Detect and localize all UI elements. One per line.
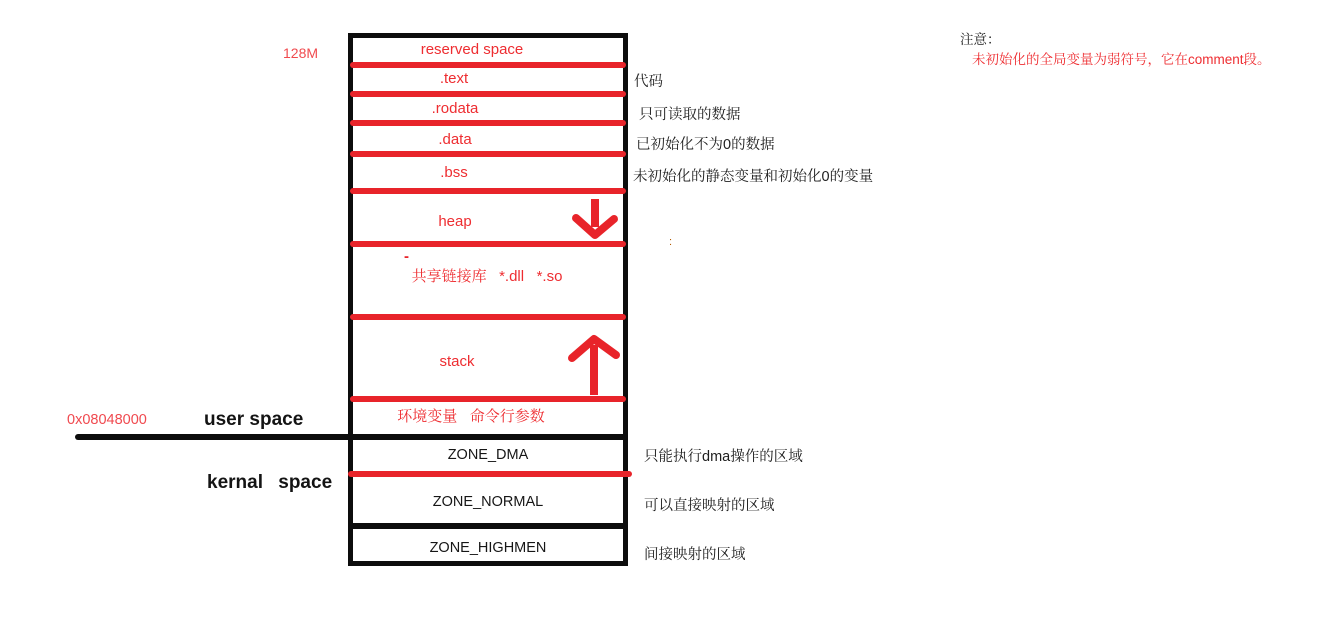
label-kernal-space: kernal space [207, 472, 333, 493]
segment-divider [350, 120, 626, 126]
segment-heap: heap [438, 213, 472, 230]
stray-dash-mark: - [404, 248, 409, 265]
segment-divider [350, 151, 626, 157]
segment-zone-normal: ZONE_NORMAL [432, 494, 544, 510]
annotation-zone-normal: 可以直接映射的区域 [644, 498, 775, 514]
annotation-zone-dma: 只能执行dma操作的区域 [644, 449, 803, 465]
annotation-text-segment: 代码 [634, 74, 663, 90]
segment-env-args: 环境变量 命令行参数 [397, 408, 545, 425]
segment-divider [350, 62, 626, 68]
segment-zone-highmen: ZONE_HIGHMEN [429, 540, 547, 556]
segment-stack: stack [439, 353, 475, 370]
segment-divider [350, 188, 626, 194]
stray-colon-mark: : [669, 236, 673, 248]
segment-rodata: .rodata [431, 100, 479, 117]
segment-text: .text [439, 70, 469, 87]
user-kernel-boundary-line [75, 434, 628, 440]
segment-divider [348, 471, 632, 477]
label-128m: 128M [283, 45, 319, 61]
label-start-address: 0x08048000 [67, 412, 147, 428]
annotation-data-segment: 已初始化不为0的数据 [636, 137, 775, 153]
annotation-rodata-segment: 只可读取的数据 [639, 107, 741, 123]
annotation-bss-segment: 未初始化的静态变量和初始化0的变量 [633, 169, 874, 185]
segment-shared-libraries: 共享链接库 *.dll *.so [411, 268, 563, 285]
label-user-space: user space [204, 409, 304, 430]
heap-grow-down-arrow [570, 196, 620, 242]
segment-divider [350, 91, 626, 97]
segment-data: .data [438, 131, 472, 148]
segment-bss: .bss [440, 164, 468, 181]
stack-grow-up-arrow [565, 333, 623, 399]
note [945, 13, 1271, 83]
annotation-zone-highmen: 间接映射的区域 [644, 547, 746, 563]
segment-divider [350, 314, 626, 320]
note-text: 未初始化的全局变量为弱符号，它在comment段。 [972, 52, 1271, 67]
segment-reserved-space: reserved space [420, 41, 524, 58]
segment-zone-dma: ZONE_DMA [447, 447, 529, 463]
note-prefix: 注意： [960, 32, 1001, 47]
zone-divider [348, 523, 628, 529]
